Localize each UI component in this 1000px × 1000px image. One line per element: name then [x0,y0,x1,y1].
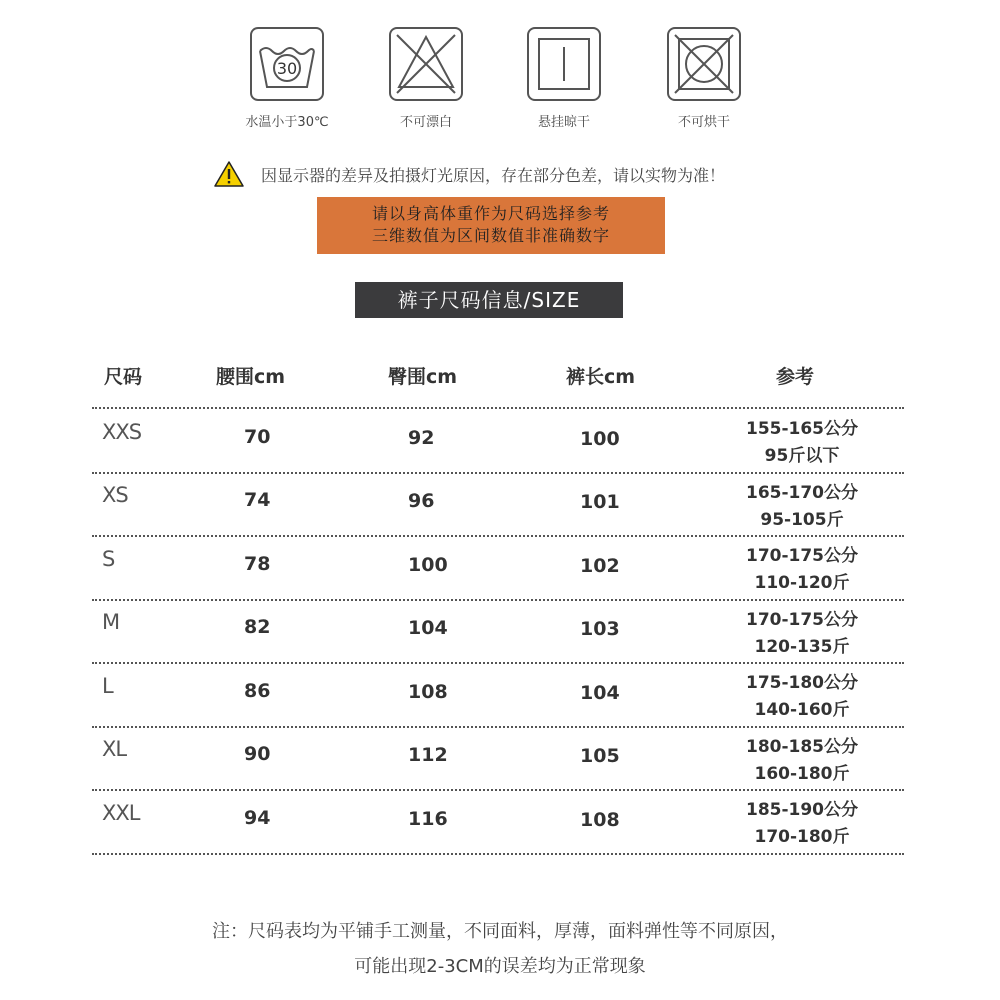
row-waist: 78 [244,552,271,575]
row-reference-weight: 120-135斤 [754,636,850,657]
care-label-hang-dry: 悬挂晾干 [537,115,590,130]
row-length: 101 [580,491,620,514]
row-reference-height: 175-180公分 [745,673,859,693]
row-reference-height: 155-165公分 [745,419,859,439]
notice-line-2: 三维数值为区间数值非准确数字 [371,226,610,245]
header-reference: 参考 [776,366,815,388]
row-reference-height: 170-175公分 [745,546,859,566]
row-waist: 82 [244,616,271,639]
row-length: 100 [580,427,620,450]
header-waist: 腰围cm [216,366,286,388]
care-label-wash: 水温小于30℃ [245,115,329,130]
care-label-no-bleach: 不可漂白 [399,115,452,130]
size-notice-box [317,197,665,254]
row-reference-height: 165-170公分 [745,482,859,503]
care-label-no-tumble-dry: 不可烘干 [677,115,730,130]
row-hip: 92 [408,426,435,449]
row-reference-height: 185-190公分 [745,800,859,820]
care-item-no-tumble-dry [649,27,759,130]
row-divider [92,789,904,791]
row-reference-weight: 140-160斤 [754,700,850,720]
row-waist: 90 [244,743,271,766]
notice-line-1: 请以身高体重作为尺码选择参考 [371,204,610,223]
row-reference-weight: 95斤以下 [764,446,840,466]
row-waist: 70 [244,425,271,448]
row-length: 104 [580,681,620,704]
row-reference-height: 180-185公分 [745,736,859,757]
row-hip: 100 [408,553,448,576]
row-divider [92,472,904,474]
row-length: 103 [580,618,620,641]
header-size: 尺码 [104,366,143,388]
row-reference-weight: 110-120斤 [754,573,850,593]
header-divider [92,407,904,409]
row-length: 102 [580,554,620,577]
color-warning [213,160,773,188]
row-hip: 116 [408,807,448,830]
wash-30-icon [250,27,324,101]
row-waist: 86 [244,679,271,702]
row-size: M [102,610,120,635]
row-length: 108 [580,808,620,831]
row-size: XS [102,483,128,508]
row-length: 105 [580,745,620,768]
row-divider [92,662,904,664]
row-waist: 94 [244,806,271,829]
row-divider [92,726,904,728]
row-hip: 108 [408,680,448,703]
care-item-wash [232,27,342,130]
wash-temp-number: 30 [276,59,298,78]
no-tumble-dry-icon [667,27,741,101]
no-bleach-icon [389,27,463,101]
hang-dry-icon [527,27,601,101]
warning-text: 因显示器的差异及拍摄灯光原因，存在部分色差，请以实物为准！ [261,165,726,185]
header-hip: 臀围cm [388,366,458,388]
row-size: XXS [102,419,142,444]
care-item-hang-dry [509,27,619,130]
row-hip: 104 [408,617,448,640]
row-size: XL [102,737,127,762]
section-title: 裤子尺码信息/SIZE [355,282,623,318]
row-hip: 96 [408,490,435,513]
row-size: XXL [102,800,140,825]
row-size: S [102,546,115,571]
row-waist: 74 [244,489,271,512]
row-reference-weight: 160-180斤 [754,763,850,784]
footer-note-line-1: 注：尺码表均为平铺手工测量，不同面料，厚薄，面料弹性等不同原因， [212,921,788,942]
row-divider [92,535,904,537]
row-reference-height: 170-175公分 [745,609,859,630]
row-reference-weight: 170-180斤 [754,827,850,847]
header-length: 裤长cm [566,366,636,388]
row-size: L [102,673,113,698]
row-hip: 112 [408,744,448,767]
care-item-no-bleach [371,27,481,130]
footer-note-line-2: 可能出现2-3CM的误差均为正常现象 [354,956,646,977]
row-divider [92,599,904,601]
row-reference-weight: 95-105斤 [760,509,844,530]
warning-triangle-icon [213,160,245,188]
row-divider [92,853,904,855]
